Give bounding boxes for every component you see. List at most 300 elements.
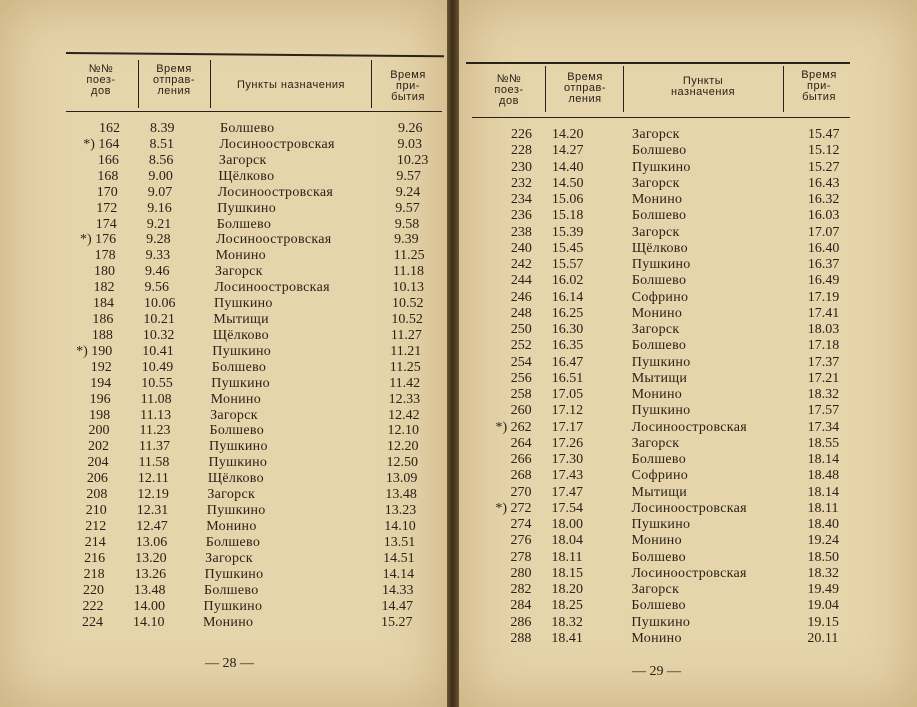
train-number: 252 xyxy=(510,338,532,354)
train-number: 288 xyxy=(510,630,532,646)
arrival-time: 18.40 xyxy=(807,517,840,532)
train-number: 244 xyxy=(510,273,532,289)
departure-time: 18.04 xyxy=(551,533,583,549)
train-number: 168 xyxy=(97,168,119,184)
arrival-time: 13.51 xyxy=(383,534,416,550)
arrival-time: 17.21 xyxy=(807,370,840,386)
departure-time: 10.55 xyxy=(141,375,173,391)
departure-time: 14.50 xyxy=(551,175,584,191)
arrival-time: 20.11 xyxy=(807,630,839,646)
train-number: 250 xyxy=(510,322,532,337)
arrival-time: 9.24 xyxy=(395,184,421,200)
departure-time: 13.48 xyxy=(134,582,166,598)
train-number: 194 xyxy=(90,375,112,391)
arrival-time: 14.10 xyxy=(384,519,416,534)
departure-time: 16.47 xyxy=(551,354,584,370)
departure-time: 17.47 xyxy=(551,484,584,500)
arrival-time: 12.50 xyxy=(386,455,418,471)
departure-time: 16.51 xyxy=(551,370,584,386)
departure-time: 17.17 xyxy=(551,419,584,435)
destination: Болшево xyxy=(631,338,687,354)
destination: Монино xyxy=(215,248,266,264)
train-number: 198 xyxy=(89,407,111,423)
destination: Мытищи xyxy=(213,312,269,328)
destination: Монино xyxy=(631,630,682,646)
timetable-row xyxy=(472,160,852,176)
departure-time: 18.20 xyxy=(551,582,583,597)
arrival-time: 11.42 xyxy=(389,375,421,391)
destination: Пушкино xyxy=(208,455,268,471)
timetable-row xyxy=(471,598,851,614)
arrival-time: 16.32 xyxy=(807,192,840,207)
timetable-row xyxy=(472,338,852,354)
arrival-time: 18.03 xyxy=(807,322,840,337)
arrival-time: 17.37 xyxy=(807,354,840,370)
timetable-row xyxy=(56,423,436,439)
timetable-row xyxy=(55,439,435,455)
arrival-time: 9.26 xyxy=(398,121,423,136)
departure-time: 16.35 xyxy=(551,338,584,354)
arrival-time: 9.57 xyxy=(396,168,421,184)
destination: Загорск xyxy=(631,435,680,451)
destination: Болшево xyxy=(216,216,272,232)
timetable-row xyxy=(50,583,430,599)
arrival-time: 16.43 xyxy=(807,175,840,191)
timetable-row xyxy=(64,185,444,201)
train-number: 260 xyxy=(510,403,532,419)
arrival-time: 17.19 xyxy=(807,289,840,305)
train-number: 180 xyxy=(94,264,116,280)
departure-time: 15.39 xyxy=(551,224,584,240)
train-number: 214 xyxy=(84,534,106,550)
departure-time: 18.11 xyxy=(551,549,583,565)
train-number: 170 xyxy=(96,184,118,200)
left-header-divider xyxy=(210,60,211,108)
train-number: 222 xyxy=(82,598,104,614)
departure-time: 10.41 xyxy=(142,343,174,359)
destination: Загорск xyxy=(631,322,680,337)
arrival-time: 16.37 xyxy=(807,257,840,272)
departure-time: 14.20 xyxy=(552,127,584,142)
timetable-row xyxy=(63,201,443,217)
right-header-divider xyxy=(783,66,784,112)
timetable-row xyxy=(472,403,852,419)
destination: Лосиноостровская xyxy=(219,136,335,152)
destination: Пушкино xyxy=(209,439,268,455)
train-number: 188 xyxy=(91,327,113,343)
timetable-row xyxy=(53,503,433,519)
arrival-time: 11.25 xyxy=(389,359,421,375)
destination: Болшево xyxy=(204,582,259,598)
timetable-row xyxy=(58,360,438,376)
departure-time: 17.30 xyxy=(551,452,584,467)
destination: Загорск xyxy=(215,264,263,280)
departure-time: 10.21 xyxy=(143,312,175,328)
timetable-row xyxy=(64,169,444,185)
destination: Болшево xyxy=(211,359,267,375)
departure-time: 18.25 xyxy=(551,598,583,614)
destination: Пушкино xyxy=(204,566,264,582)
departure-time: 15.18 xyxy=(551,208,584,224)
train-number: 210 xyxy=(85,503,107,519)
arrival-time: 18.14 xyxy=(807,452,840,467)
timetable-row xyxy=(472,241,852,257)
train-number: 228 xyxy=(510,143,532,159)
timetable-row xyxy=(62,248,442,264)
destination: Лосиноостровская xyxy=(631,565,747,581)
destination: Загорск xyxy=(631,582,680,597)
destination: Загорск xyxy=(210,407,258,423)
arrival-time: 14.14 xyxy=(382,566,415,582)
destination: Щёлково xyxy=(631,240,688,256)
arrival-time: 9.57 xyxy=(395,200,420,216)
train-number: 242 xyxy=(510,257,532,272)
train-number: *) 262 xyxy=(495,419,532,435)
timetable-row xyxy=(472,517,852,533)
left-header-arrival: Время при- бытия xyxy=(390,69,426,103)
timetable-row xyxy=(472,257,852,273)
departure-time: 10.32 xyxy=(142,327,175,343)
train-number: 224 xyxy=(81,614,103,630)
departure-time: 15.57 xyxy=(551,257,584,272)
departure-time: 18.32 xyxy=(551,614,583,630)
train-number: 184 xyxy=(92,296,114,312)
arrival-time: 13.48 xyxy=(385,487,417,503)
arrival-time: 19.49 xyxy=(807,582,839,597)
arrival-time: 12.42 xyxy=(388,407,420,423)
departure-time: 10.06 xyxy=(143,296,176,312)
destination: Лосиноостровская xyxy=(631,500,747,516)
timetable-row xyxy=(57,392,437,408)
departure-time: 9.07 xyxy=(147,184,173,200)
train-number: *) 176 xyxy=(79,232,117,248)
train-number: 200 xyxy=(88,423,110,439)
timetable-row xyxy=(471,582,851,598)
timetable-row xyxy=(49,615,429,631)
train-number: 212 xyxy=(85,519,107,534)
train-number: 268 xyxy=(510,468,532,484)
departure-time: 9.16 xyxy=(147,200,172,216)
train-number: 266 xyxy=(510,452,532,467)
left-header-destination: Пункты назначения xyxy=(236,79,345,91)
train-number: *) 164 xyxy=(83,136,120,152)
right-header-destination: Пункты назначения xyxy=(670,75,736,98)
timetable-row xyxy=(472,501,852,517)
destination: Монино xyxy=(631,387,683,402)
train-number: 178 xyxy=(94,248,116,264)
train-number: 234 xyxy=(510,192,532,207)
train-number: 236 xyxy=(510,208,532,224)
arrival-time: 15.12 xyxy=(807,143,840,159)
destination: Софрино xyxy=(631,289,689,305)
left-header-divider xyxy=(138,60,139,108)
destination: Пушкино xyxy=(631,517,691,532)
arrival-time: 17.57 xyxy=(807,403,840,419)
timetable-row xyxy=(61,264,441,280)
destination: Щёлково xyxy=(218,168,275,184)
arrival-time: 18.55 xyxy=(807,435,840,451)
destination: Загорск xyxy=(632,127,680,142)
train-number: 258 xyxy=(510,387,532,402)
timetable-row xyxy=(472,225,852,241)
departure-time: 15.06 xyxy=(551,192,584,207)
departure-time: 12.19 xyxy=(137,487,169,503)
timetable-row xyxy=(62,232,442,248)
arrival-time: 12.33 xyxy=(388,391,421,407)
arrival-time: 14.51 xyxy=(383,550,415,566)
departure-time: 18.15 xyxy=(551,565,583,581)
departure-time: 14.10 xyxy=(132,614,165,630)
timetable-row xyxy=(63,217,443,233)
timetable-row xyxy=(53,487,433,503)
timetable-row xyxy=(471,550,851,566)
timetable-row xyxy=(472,322,852,338)
arrival-time: 9.03 xyxy=(397,136,422,152)
departure-time: 10.49 xyxy=(141,359,174,375)
left-page-number: — 28 — xyxy=(205,656,254,671)
destination: Болшево xyxy=(631,208,687,224)
timetable-row xyxy=(471,566,851,582)
train-number: 246 xyxy=(510,289,532,305)
departure-time: 17.26 xyxy=(551,435,584,451)
right-header-departure: Время отправ- ления xyxy=(563,71,607,105)
left-header-departure: Время отправ- ления xyxy=(152,63,196,97)
departure-time: 18.00 xyxy=(551,517,584,532)
train-number: 280 xyxy=(510,565,532,581)
train-number: 186 xyxy=(92,312,114,328)
destination: Мытищи xyxy=(631,484,688,500)
timetable-row xyxy=(472,420,852,436)
train-number: 208 xyxy=(86,487,108,503)
train-number: 174 xyxy=(95,216,117,232)
timetable-row xyxy=(472,468,852,484)
timetable-row xyxy=(472,452,852,468)
departure-time: 17.43 xyxy=(551,468,584,484)
timetable-row xyxy=(471,631,851,647)
departure-time: 8.56 xyxy=(148,152,174,168)
train-number: 204 xyxy=(87,455,109,471)
departure-time: 9.56 xyxy=(144,280,169,296)
destination: Монино xyxy=(206,519,257,534)
train-number: 286 xyxy=(510,614,532,630)
timetable-row xyxy=(65,153,445,169)
departure-time: 13.06 xyxy=(135,534,168,550)
timetable-row xyxy=(58,344,438,360)
destination: Пушкино xyxy=(631,354,691,370)
timetable-row xyxy=(51,551,431,567)
timetable-row xyxy=(472,208,852,224)
timetable-row xyxy=(61,280,441,296)
train-number: 278 xyxy=(510,549,532,565)
destination: Загорск xyxy=(631,175,680,191)
timetable-row xyxy=(472,371,852,387)
departure-time: 11.23 xyxy=(139,423,171,439)
departure-time: 17.54 xyxy=(551,500,584,516)
destination: Лосиноостровская xyxy=(214,280,330,296)
train-number: 248 xyxy=(510,305,532,321)
arrival-time: 16.03 xyxy=(807,208,840,224)
departure-time: 17.05 xyxy=(551,387,584,402)
destination: Пушкино xyxy=(213,296,273,312)
timetable-row xyxy=(472,192,852,208)
destination: Монино xyxy=(631,192,683,207)
train-number: 232 xyxy=(510,175,532,191)
destination: Болшево xyxy=(631,598,686,614)
arrival-time: 17.07 xyxy=(807,224,840,240)
arrival-time: 14.33 xyxy=(382,582,414,598)
destination: Болшево xyxy=(220,121,275,136)
train-number: 256 xyxy=(510,370,532,386)
departure-time: 12.11 xyxy=(137,471,169,487)
right-page-number: — 29 — xyxy=(632,664,681,679)
destination: Софрино xyxy=(631,468,689,484)
timetable-row xyxy=(54,455,434,471)
arrival-time: 17.41 xyxy=(807,305,840,321)
left-header-bottom-rule xyxy=(66,111,442,112)
timetable-row xyxy=(472,355,852,371)
timetable-row xyxy=(472,387,852,403)
train-number: 196 xyxy=(89,391,111,407)
departure-time: 11.08 xyxy=(140,391,172,407)
timetable-row xyxy=(472,176,852,192)
destination: Пушкино xyxy=(206,503,266,519)
destination: Пушкино xyxy=(631,403,691,419)
destination: Пушкино xyxy=(212,343,272,359)
timetable-row xyxy=(472,485,852,501)
timetable-row xyxy=(472,533,852,549)
train-number: 172 xyxy=(96,200,118,216)
timetable-row xyxy=(66,121,446,137)
departure-time: 11.58 xyxy=(138,455,170,471)
train-number: 216 xyxy=(84,550,106,566)
train-number: 202 xyxy=(88,439,109,455)
timetable-row xyxy=(471,615,851,631)
train-number: 226 xyxy=(511,127,532,142)
arrival-time: 13.09 xyxy=(385,471,418,487)
right-header-arrival: Время при- бытия xyxy=(801,69,837,103)
destination: Болшево xyxy=(631,273,687,289)
destination: Пушкино xyxy=(211,375,270,391)
right-header-bottom-rule xyxy=(472,117,850,118)
timetable-row xyxy=(52,535,432,551)
destination: Монино xyxy=(631,305,683,321)
timetable-row xyxy=(60,296,440,312)
right-header-divider xyxy=(545,66,546,112)
timetable-row xyxy=(50,599,430,615)
destination: Болшево xyxy=(209,423,264,439)
departure-time: 14.40 xyxy=(551,159,584,175)
departure-time: 12.31 xyxy=(136,503,169,519)
destination: Болшево xyxy=(631,143,687,159)
departure-time: 11.13 xyxy=(140,407,172,423)
timetable-row xyxy=(54,471,434,487)
train-number: 162 xyxy=(99,121,120,136)
train-number: 192 xyxy=(90,359,112,375)
departure-time: 17.12 xyxy=(551,403,584,419)
right-header-top-rule xyxy=(466,62,850,64)
departure-time: 18.41 xyxy=(551,630,583,646)
destination: Пушкино xyxy=(203,598,263,614)
destination: Болшево xyxy=(631,452,687,467)
departure-time: 14.00 xyxy=(133,598,165,614)
train-number: 274 xyxy=(510,517,532,532)
arrival-time: 18.32 xyxy=(807,387,840,402)
departure-time: 16.02 xyxy=(551,273,584,289)
arrival-time: 17.34 xyxy=(807,419,840,435)
train-number: 220 xyxy=(83,582,105,598)
departure-time: 16.14 xyxy=(551,289,584,305)
train-number: 166 xyxy=(97,152,119,168)
train-number: 254 xyxy=(510,354,532,370)
timetable-row xyxy=(52,519,432,535)
arrival-time: 15.47 xyxy=(808,127,840,142)
arrival-time: 15.27 xyxy=(380,614,413,630)
train-number: 182 xyxy=(93,280,115,296)
departure-time: 16.30 xyxy=(551,322,584,337)
timetable-row xyxy=(59,328,439,344)
destination: Болшево xyxy=(205,534,261,550)
timetable-row xyxy=(472,436,852,452)
arrival-time: 12.20 xyxy=(387,439,419,455)
arrival-time: 10.52 xyxy=(391,312,423,328)
departure-time: 13.26 xyxy=(134,566,167,582)
arrival-time: 18.32 xyxy=(807,565,839,581)
timetable-row xyxy=(59,312,439,328)
departure-time: 11.37 xyxy=(139,439,170,455)
destination: Загорск xyxy=(205,550,253,566)
left-header-train-no: №№ поез- дов xyxy=(86,63,116,97)
destination: Пушкино xyxy=(217,200,277,216)
departure-time: 9.00 xyxy=(148,168,173,184)
departure-time: 9.33 xyxy=(145,248,171,264)
timetable-row xyxy=(56,408,436,424)
destination: Болшево xyxy=(631,549,686,565)
arrival-time: 19.04 xyxy=(807,598,839,614)
destination: Щёлково xyxy=(207,471,264,487)
destination: Монино xyxy=(202,614,254,630)
arrival-time: 16.40 xyxy=(807,240,840,256)
destination: Пушкино xyxy=(631,257,691,272)
book-spine xyxy=(447,0,459,707)
destination: Лосиноостровская xyxy=(217,184,334,200)
train-number: 230 xyxy=(510,159,532,175)
arrival-time: 11.25 xyxy=(393,248,425,264)
destination: Лосиноостровская xyxy=(631,419,747,435)
train-number: 206 xyxy=(86,471,108,487)
arrival-time: 18.11 xyxy=(807,500,839,516)
timetable-row xyxy=(472,143,852,159)
arrival-time: 16.49 xyxy=(807,273,840,289)
destination: Монино xyxy=(631,533,682,549)
arrival-time: 11.18 xyxy=(393,264,425,280)
timetable-row xyxy=(57,376,437,392)
destination: Щёлково xyxy=(212,327,269,343)
train-number: 270 xyxy=(510,484,532,500)
arrival-time: 10.13 xyxy=(392,280,424,296)
arrival-time: 13.23 xyxy=(384,503,417,519)
destination: Загорск xyxy=(207,487,256,503)
arrival-time: 14.47 xyxy=(381,598,413,614)
left-header-divider xyxy=(371,60,372,108)
arrival-time: 19.24 xyxy=(807,533,839,549)
timetable-row xyxy=(472,273,852,289)
right-header-divider xyxy=(623,66,624,112)
arrival-time: 17.18 xyxy=(807,338,840,354)
train-number: 264 xyxy=(510,435,532,451)
departure-time: 9.28 xyxy=(146,232,171,248)
destination: Монино xyxy=(210,391,262,407)
train-number: *) 272 xyxy=(495,500,532,516)
